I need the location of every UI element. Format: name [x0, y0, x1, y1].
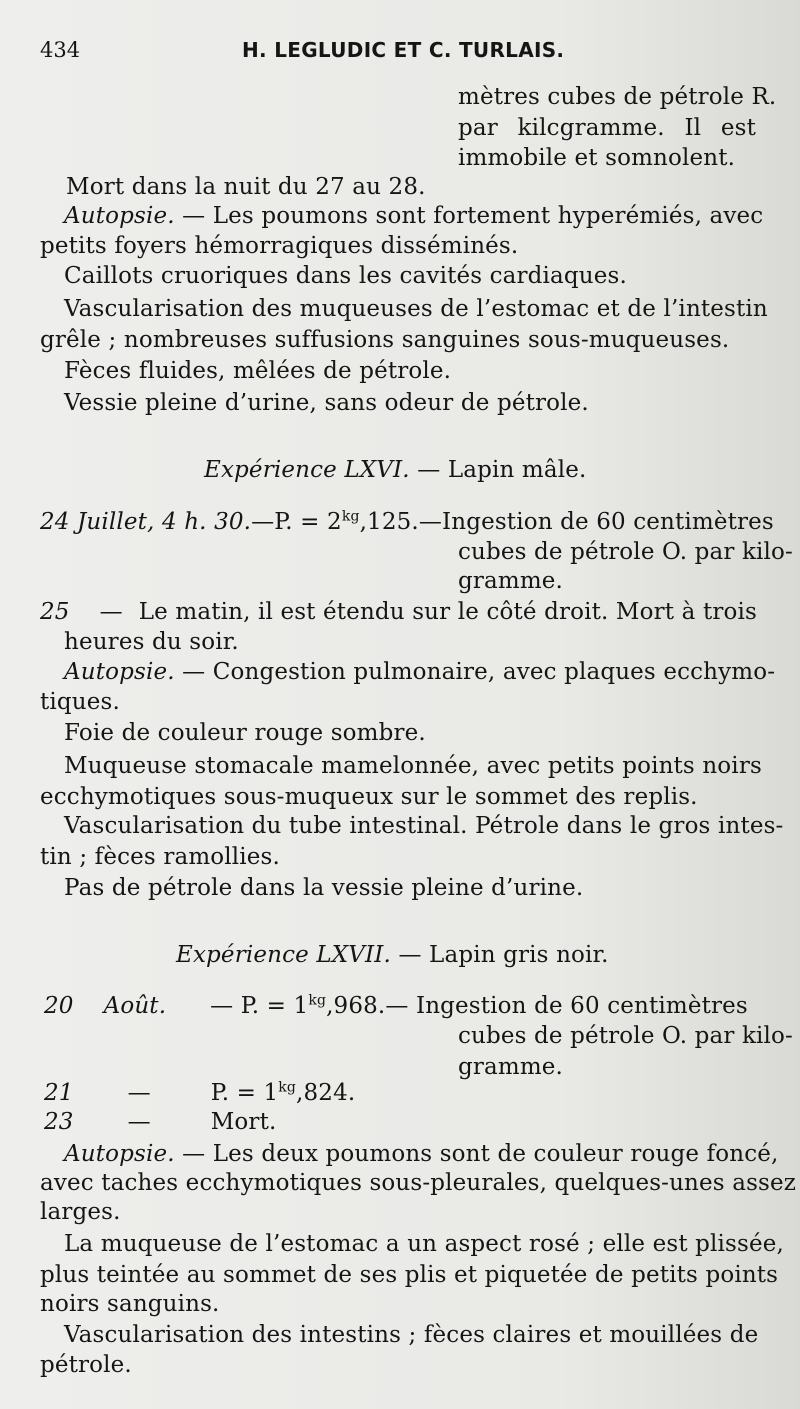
text-line: pétrole.: [40, 1352, 132, 1378]
text-line: tin ; fèces ramollies.: [40, 844, 280, 870]
text-line: avec taches ecchymotiques sous-pleurales, quelques-unes assez: [40, 1170, 796, 1196]
text-line: immobile et somnolent.: [458, 145, 736, 171]
page-header: [40, 38, 760, 68]
text-line: Vascularisation des intestins ; fèces claires et mouillées de: [64, 1322, 759, 1348]
text-line: tiques.: [40, 689, 120, 715]
text-line: Fèces fluides, mêlées de pétrole.: [64, 358, 452, 384]
text-line: mètres cubes de pétrole R.: [458, 84, 777, 110]
text-line: cubes de pétrole O. par kilo-: [458, 1023, 793, 1049]
running-head: H. LEGLUDIC ET C. TURLAIS.: [242, 38, 565, 62]
entry-date: 23 — Mort.: [44, 1109, 277, 1135]
entry-date: 24 Juillet, 4 h. 30.—P. = $2^{kg},125.—Ingestion$ de 60 centimètres: [40, 508, 774, 535]
text-line: Vascularisation du tube intestinal. Pétrole dans le gros intes-: [64, 813, 784, 839]
autopsy-label: Autopsie.: [64, 659, 175, 685]
autopsy-label: Autopsie.: [64, 203, 175, 229]
text-line: Autopsie. — Les poumons sont fortement hyperémiés, avec: [64, 203, 764, 229]
text-line: larges.: [40, 1199, 121, 1225]
text-line: plus teintée au sommet de ses plis et piquetée de petits points: [40, 1262, 779, 1288]
text-line: cubes de pétrole O. par kilo-: [458, 539, 793, 565]
text-line: gramme.: [458, 568, 564, 594]
text-line: Pas de pétrole dans la vessie pleine d’urine.: [64, 875, 584, 901]
text-line: La muqueuse de l’estomac a un aspect rosé ; elle est plissée,: [64, 1231, 784, 1257]
text-line: Foie de couleur rouge sombre.: [64, 720, 426, 746]
text-line: petits foyers hémorragiques disséminés.: [40, 233, 519, 259]
text-line: Caillots cruoriques dans les cavités cardiaques.: [64, 263, 627, 289]
text-line: Mort dans la nuit du 27 au 28.: [66, 174, 426, 200]
text-line: par kilcgramme. Il est: [458, 115, 756, 141]
text-line: grêle ; nombreuses suffusions sanguines sous-muqueuses.: [40, 327, 730, 353]
text-line: Autopsie. — Congestion pulmonaire, avec plaques ecchymo-: [64, 659, 776, 685]
section-title: Expérience LXVII. — Lapin gris noir.: [176, 942, 609, 968]
entry-date: 21 — P. = $1^{kg},824$.: [44, 1079, 356, 1106]
text-line: heures du soir.: [64, 629, 239, 655]
text-line: gramme.: [458, 1054, 564, 1080]
section-title: Expérience LXVI. — Lapin mâle.: [204, 457, 587, 483]
autopsy-label: Autopsie.: [64, 1141, 175, 1167]
entry-date: 25 — Le matin, il est étendu sur le côté droit. Mort à trois: [40, 599, 757, 625]
text-line: Autopsie. — Les deux poumons sont de couleur rouge foncé,: [64, 1141, 779, 1167]
text-line: Vascularisation des muqueuses de l’estomac et de l’intestin: [64, 296, 768, 322]
text-line: Muqueuse stomacale mamelonnée, avec petits points noirs: [64, 753, 762, 779]
text-line: ecchymotiques sous-muqueux sur le sommet des replis.: [40, 784, 698, 810]
text-line: noirs sanguins.: [40, 1291, 220, 1317]
page-number: 434: [40, 38, 81, 62]
entry-date: 20 Août. — P. = $1^{kg},968.—$ Ingestion de 60 centimètres: [44, 992, 748, 1019]
text-line: Vessie pleine d’urine, sans odeur de pétrole.: [64, 390, 589, 416]
